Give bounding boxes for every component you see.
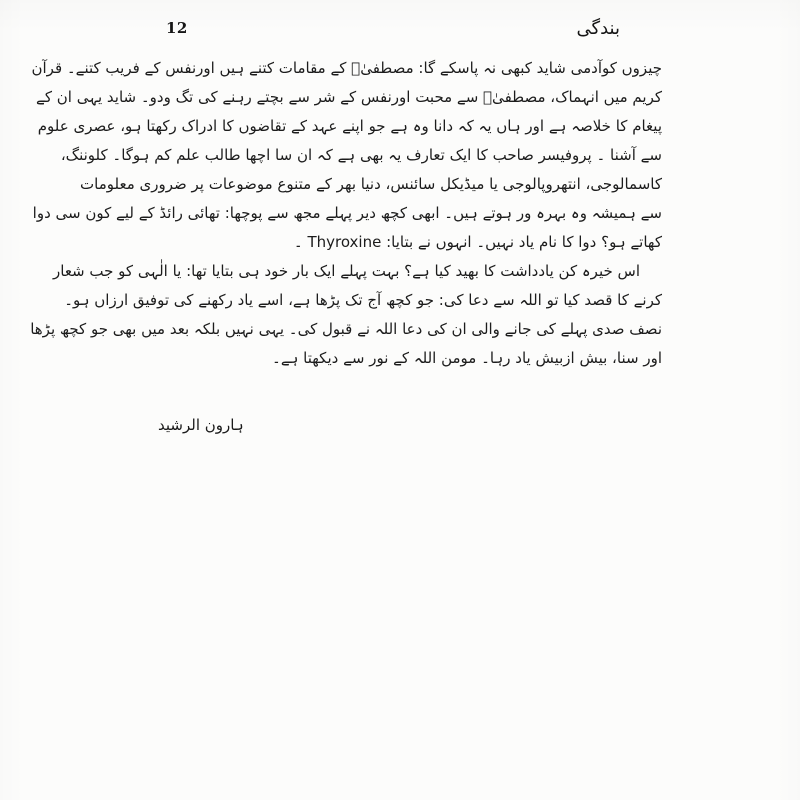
text-line: کاسمالوجی، انتھروپالوجی یا میڈیکل سائنس، دنیا بھر کے متنوع موضوعات پر ضروری معلومات bbox=[80, 175, 662, 193]
page-number: 12 bbox=[166, 19, 188, 37]
text-line: کریم میں انہماک، مصطفیٰؐ سے محبت اورنفس کے شر سے بچتے رہنے کی تگ ودو۔ شاید یہی ان کے bbox=[36, 88, 662, 106]
text-line: چیزوں کوآدمی شاید کبھی نہ پاسکے گا: مصطفیٰؐ کے مقامات کتنے ہیں اورنفس کے فریب کتنے۔ قرآن bbox=[31, 59, 662, 77]
text-line: سے ہمیشہ وہ بہرہ ور ہوتے ہیں۔ ابھی کچھ دیر پہلے مجھ سے پوچھا: تھائی رائڈ کے لیے کون سی دوا bbox=[32, 204, 662, 222]
author-signature: ہارون الرشید bbox=[158, 416, 244, 434]
text-line: نصف صدی پہلے کی جانے والی ان کی دعا اللہ نے قبول کی۔ یہی نہیں بلکہ بعد میں بھی جو کچھ پڑھا bbox=[30, 320, 662, 338]
book-title: بندگی bbox=[576, 18, 620, 39]
paragraph-2 bbox=[30, 257, 662, 373]
body-text-block bbox=[30, 54, 662, 373]
text-line: کھاتے ہو؟ دوا کا نام یاد نہیں۔ انہوں نے بتایا: Thyroxine ۔ bbox=[293, 233, 662, 251]
text-line: اس خیرہ کن یادداشت کا بھید کیا ہے؟ بہت پہلے ایک بار خود ہی بتایا تھا: یا الٰہی کو جب شعار bbox=[53, 262, 640, 280]
paragraph-1 bbox=[31, 54, 662, 257]
text-line: کرنے کا قصد کیا تو اللہ سے دعا کی: جو کچھ آج تک پڑھا ہے، اسے یاد رکھنے کی توفیق ارزاں ہو۔ bbox=[64, 291, 662, 309]
text-line: سے آشنا ۔ پروفیسر صاحب کا ایک تعارف یہ بھی ہے کہ ان سا اچھا طالب علم کم ہوگا۔ کلوننگ، bbox=[60, 146, 662, 164]
text-line: اور سنا، بیش ازبیش یاد رہا۔ مومن اللہ کے نور سے دیکھتا ہے۔ bbox=[272, 349, 662, 367]
text-line: پیغام کا خلاصہ ہے اور ہاں یہ کہ دانا وہ ہے جو اپنے عہد کے تقاضوں کا ادراک رکھتا ہو، عصری علوم bbox=[37, 117, 662, 135]
